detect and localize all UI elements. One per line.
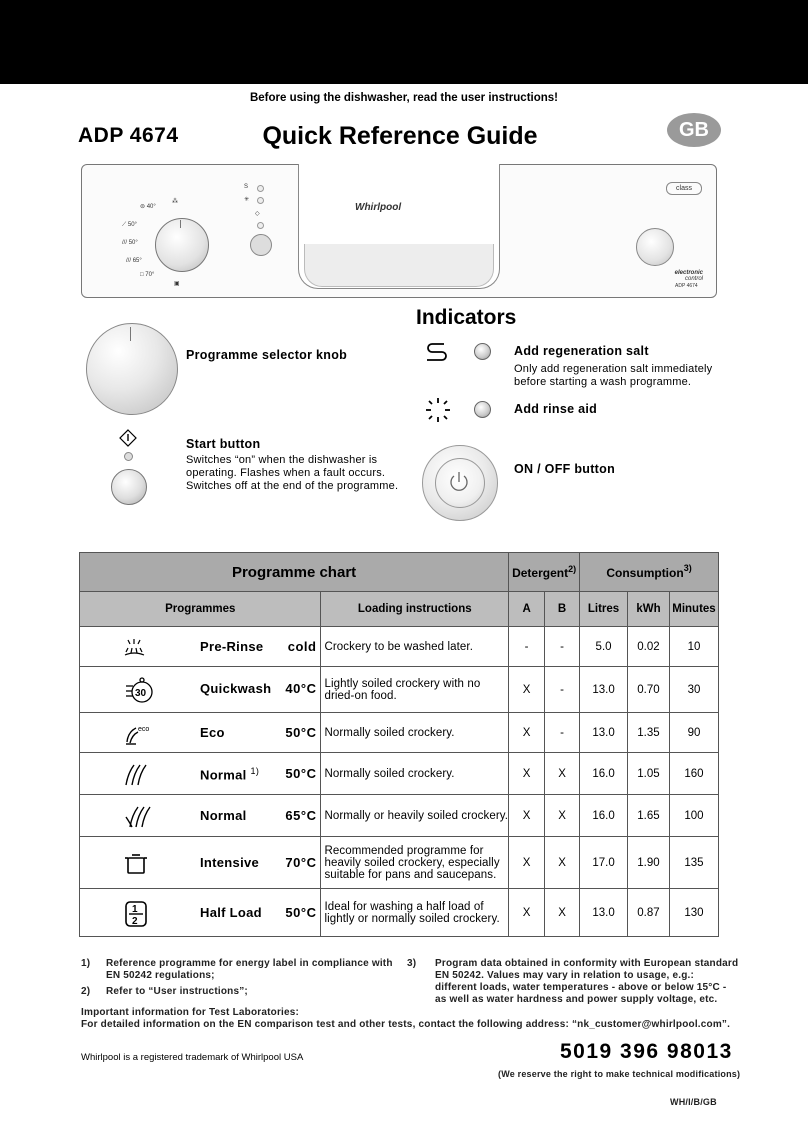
- lab-info-title: Important information for Test Laboratories:: [81, 1007, 300, 1018]
- kwh: 0.70: [628, 667, 670, 713]
- kwh: 0.02: [628, 627, 670, 667]
- detergent-b: X: [545, 837, 580, 889]
- detergent-b: -: [545, 667, 580, 713]
- salt-led: [474, 343, 491, 360]
- minutes: 100: [669, 795, 718, 837]
- panel-rinse-icon: ✳: [244, 197, 250, 203]
- programme-name: Half Load: [200, 905, 262, 920]
- programme-name: Normal: [200, 808, 247, 823]
- programme-name: Eco: [200, 725, 225, 740]
- footnote-2: Refer to “User instructions”;: [106, 986, 248, 997]
- minutes: 10: [669, 627, 718, 667]
- eco-icon: [124, 722, 154, 746]
- table-row: [80, 837, 719, 889]
- programme-name: Intensive: [200, 855, 260, 870]
- detergent-a: X: [509, 667, 545, 713]
- footnote-1: Reference programme for energy label in compliance with EN 50242 regulations;: [106, 958, 393, 981]
- table-row: [80, 753, 719, 795]
- panel-temp-50b: /// 50°: [122, 240, 138, 246]
- reserve-text: (We reserve the right to make technical modifications): [498, 1069, 741, 1079]
- loading-text: Recommended programme for heavily soiled crockery, especially suitable for pans and saucepans.: [321, 837, 509, 889]
- litres: 16.0: [580, 795, 628, 837]
- programme-name: Pre-Rinse: [200, 639, 264, 654]
- panel-onoff-button: [636, 228, 674, 266]
- col-kwh: kWh: [628, 592, 670, 627]
- loading-text: Lightly soiled crockery with no dried-on food.: [321, 667, 509, 713]
- detergent-a: X: [509, 795, 545, 837]
- power-icon: [447, 470, 471, 494]
- rinse-aid-led: [474, 401, 491, 418]
- start-led: [124, 452, 133, 461]
- panel-temp-65: /// 65°: [126, 258, 142, 264]
- chart-title: Programme chart: [80, 553, 509, 592]
- loading-text: Ideal for washing a half load of lightly or normally soiled crockery.: [321, 889, 509, 937]
- footnote-2-num: 2): [81, 986, 91, 997]
- programme-temp: 40°C: [285, 681, 317, 696]
- detergent-b: -: [545, 713, 580, 753]
- notice-text: Before using the dishwasher, read the user instructions!: [249, 92, 558, 104]
- selector-knob-label: Programme selector knob: [186, 348, 348, 362]
- programme-name: Normal $^{1)}$: [200, 766, 260, 783]
- detergent-b: X: [545, 753, 580, 795]
- table-row: [80, 795, 719, 837]
- document-code: WH/I/B/GB: [670, 1097, 717, 1107]
- rinse-aid-icon: [424, 396, 452, 424]
- top-bar: [0, 0, 808, 84]
- indicators-title: Indicators: [416, 306, 517, 329]
- minutes: 160: [669, 753, 718, 795]
- programme-chart: [79, 552, 719, 937]
- litres: 13.0: [580, 667, 628, 713]
- minutes: 30: [669, 667, 718, 713]
- electronic-control-label: electronic control: [674, 270, 703, 282]
- minutes: 135: [669, 837, 718, 889]
- table-row: [80, 627, 719, 667]
- detergent-header: Detergent$^{2)}$: [509, 553, 580, 592]
- intensive-icon: [124, 852, 148, 876]
- loading-text: Normally or heavily soiled crockery.: [321, 795, 509, 837]
- quickwash-icon: [124, 676, 154, 704]
- knob-marker: [130, 327, 131, 341]
- kwh: 1.90: [628, 837, 670, 889]
- detergent-b: X: [545, 889, 580, 937]
- litres: 17.0: [580, 837, 628, 889]
- rinse-aid-label: Add rinse aid: [514, 402, 598, 416]
- col-programmes: Programmes: [80, 592, 321, 627]
- table-row: [80, 713, 719, 753]
- panel-temp-70: □ 70°: [140, 272, 155, 278]
- svg-text:2: 2: [132, 916, 138, 927]
- svg-text:30: 30: [135, 688, 147, 699]
- panel-salt-icon: S: [244, 184, 249, 190]
- programme-name: Quickwash: [200, 681, 272, 696]
- panel-start-button: [250, 234, 272, 256]
- col-b: B: [545, 592, 580, 627]
- country-badge: GB: [667, 113, 721, 147]
- table-row: [80, 667, 719, 713]
- panel-prerinse-icon: ⁂: [172, 199, 178, 205]
- consumption-header: Consumption$^{3)}$: [580, 553, 719, 592]
- table-row: [80, 889, 719, 937]
- door-handle-recess: [304, 244, 494, 287]
- brand-logo: Whirlpool: [355, 202, 402, 213]
- loading-text: Normally soiled crockery.: [321, 753, 509, 795]
- salt-desc: Only add regeneration salt immediately before starting a wash programme.: [514, 363, 713, 388]
- svg-text:eco: eco: [138, 726, 150, 733]
- detergent-a: -: [509, 627, 545, 667]
- normal-65-icon: [124, 805, 154, 829]
- detergent-b: X: [545, 795, 580, 837]
- detergent-a: X: [509, 753, 545, 795]
- kwh: 1.35: [628, 713, 670, 753]
- trademark-text: Whirlpool is a registered trademark of Whirlpool USA: [81, 1052, 304, 1063]
- programme-temp: 65°C: [285, 808, 317, 823]
- col-loading: Loading instructions: [321, 592, 509, 627]
- model-number: ADP 4674: [78, 124, 179, 147]
- detergent-a: X: [509, 837, 545, 889]
- normal-50-icon: [124, 763, 152, 787]
- programme-temp: 70°C: [285, 855, 317, 870]
- kwh: 0.87: [628, 889, 670, 937]
- footnote-3: Program data obtained in conformity with European standard EN 50242. Values may vary in relation to usage, e.g.: different loads, water temperatures - above or below 15°C - as well as water hardness and power supply voltage, etc.: [435, 958, 739, 1005]
- footnote-1-num: 1): [81, 958, 91, 969]
- kwh: 1.05: [628, 753, 670, 795]
- programme-temp: 50°C: [285, 766, 317, 781]
- pre-rinse-icon: [124, 638, 150, 658]
- programme-temp: cold: [287, 639, 317, 654]
- panel-temp-40: ⊜ 40°: [140, 204, 156, 210]
- litres: 13.0: [580, 889, 628, 937]
- panel-salt-led: [257, 185, 264, 192]
- panel-start-led: [257, 222, 264, 229]
- loading-text: Crockery to be washed later.: [321, 627, 509, 667]
- part-number: 5019 396 98013: [560, 1040, 733, 1063]
- panel-temp-50a: ⟋ 50°: [122, 222, 137, 228]
- litres: 16.0: [580, 753, 628, 795]
- panel-start-icon: ◇: [255, 211, 260, 217]
- minutes: 90: [669, 713, 718, 753]
- loading-text: Normally soiled crockery.: [321, 713, 509, 753]
- col-a: A: [509, 592, 545, 627]
- programme-selector-knob: [86, 323, 178, 415]
- svg-text:1: 1: [132, 904, 138, 915]
- col-litres: Litres: [580, 592, 628, 627]
- panel-halfload-icon: ▣: [174, 281, 180, 287]
- start-icon: [119, 429, 137, 447]
- panel-knob: [155, 218, 209, 272]
- minutes: 130: [669, 889, 718, 937]
- page-title: Quick Reference Guide: [262, 122, 538, 150]
- programme-temp: 50°C: [285, 905, 317, 920]
- col-minutes: Minutes: [669, 592, 718, 627]
- litres: 13.0: [580, 713, 628, 753]
- litres: 5.0: [580, 627, 628, 667]
- half-load-icon: [124, 900, 148, 928]
- detergent-b: -: [545, 627, 580, 667]
- lab-info-text: For detailed information on the EN comparison test and other tests, contact the following address: “nk_customer@whirlpool.com”.: [81, 1019, 731, 1030]
- start-button-illustration: [111, 469, 147, 505]
- salt-label: Add regeneration salt: [514, 344, 649, 358]
- detergent-a: X: [509, 889, 545, 937]
- kwh: 1.65: [628, 795, 670, 837]
- panel-rinse-led: [257, 197, 264, 204]
- onoff-label: ON / OFF button: [514, 462, 616, 476]
- panel-model-label: ADP 4674: [675, 283, 698, 289]
- detergent-a: X: [509, 713, 545, 753]
- salt-icon: [424, 341, 450, 363]
- footnote-3-num: 3): [407, 958, 417, 969]
- programme-temp: 50°C: [285, 725, 317, 740]
- class-badge: class: [666, 182, 702, 195]
- start-button-label: Start button: [186, 437, 261, 451]
- start-button-desc: Switches “on” when the dishwasher is operating. Flashes when a fault occurs. Switches off at the end of the programme.: [186, 454, 399, 492]
